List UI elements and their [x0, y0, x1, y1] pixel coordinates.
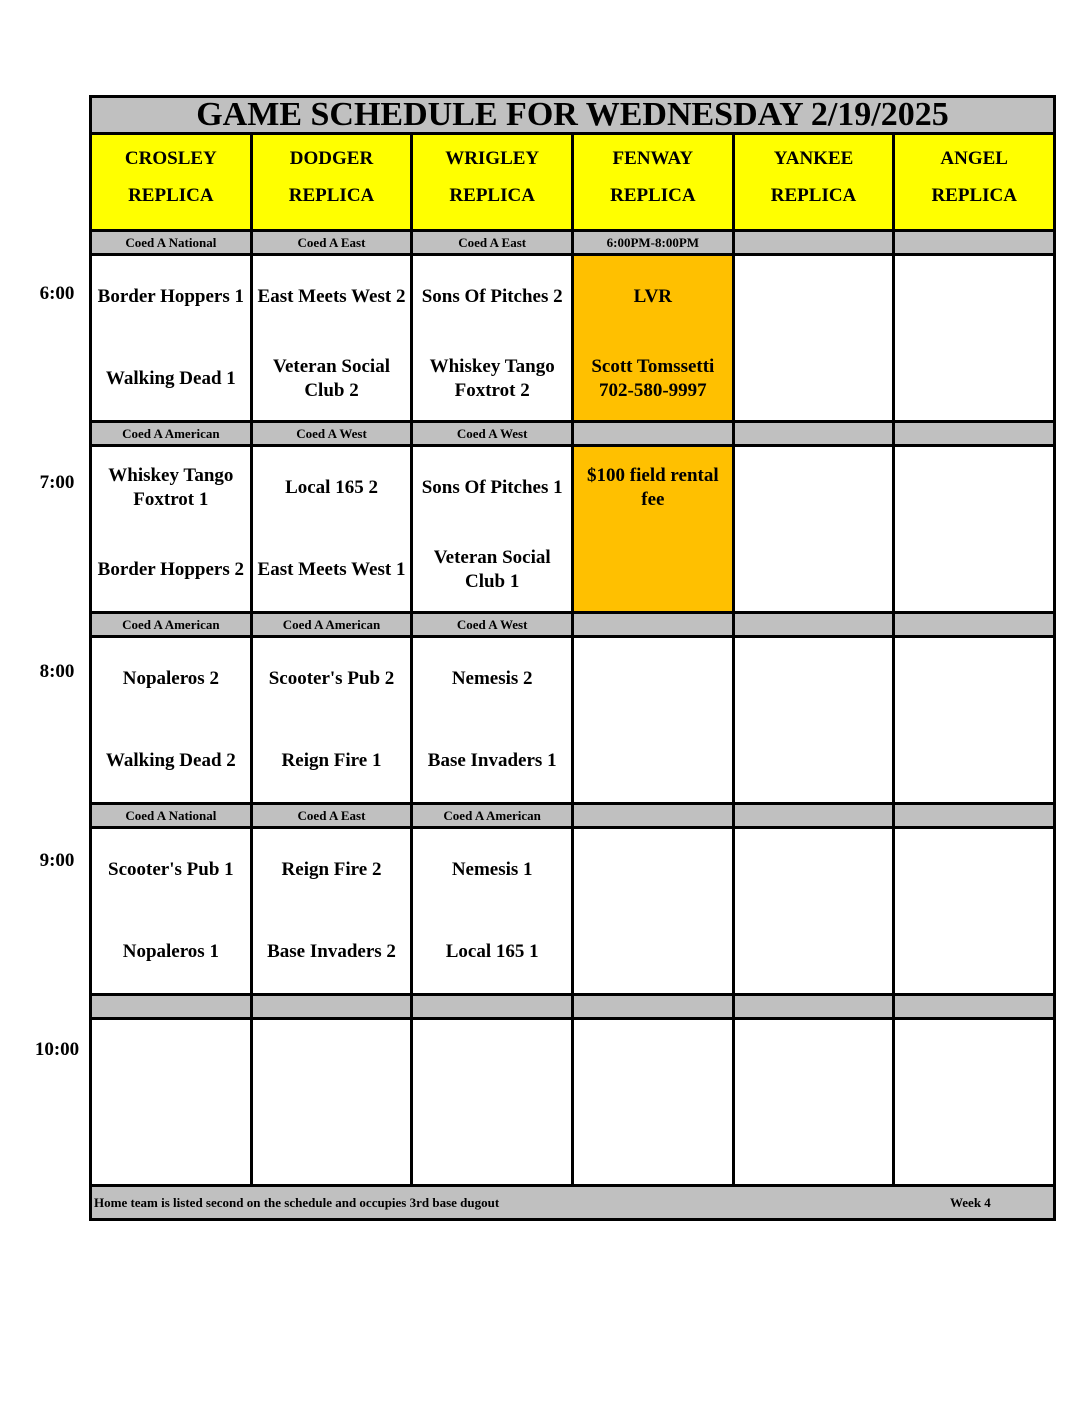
visitor-team: East Meets West 2: [257, 286, 406, 307]
week-label: Week 4: [950, 1195, 991, 1210]
game-slot: [413, 829, 574, 993]
visitor-team: Scooter's Pub 1: [108, 859, 234, 880]
game-slot: [413, 256, 574, 420]
home-team: [895, 1102, 1053, 1184]
division-label: [413, 996, 574, 1017]
home-team: East Meets West 1: [257, 559, 406, 580]
home-team: Border Hoppers 2: [97, 559, 245, 580]
visitor-team: Nemesis 1: [451, 859, 533, 880]
division-label: [895, 805, 1053, 826]
home-team: Reign Fire 1: [281, 750, 382, 771]
visitor-team: [574, 638, 732, 720]
game-slot: [253, 829, 414, 993]
division-label: [574, 805, 735, 826]
visitor-team: [574, 829, 732, 911]
game-slot: [92, 1020, 253, 1184]
field-name: CROSLEY: [124, 148, 217, 169]
field-subtitle: REPLICA: [449, 185, 535, 206]
time-label-9: 9:00: [39, 850, 75, 871]
game-slot: [895, 638, 1053, 802]
game-slot: [895, 256, 1053, 420]
visitor-team: [413, 1020, 571, 1102]
rental-fee: $100 field rental fee: [587, 465, 719, 510]
field-name: ANGEL: [940, 148, 1008, 169]
game-slot: [895, 447, 1053, 611]
division-label: Coed A West: [413, 423, 574, 444]
field-rental-slot: [574, 256, 735, 420]
home-team: Walking Dead 2: [105, 750, 236, 771]
visitor-team: Nemesis 2: [451, 668, 533, 689]
division-label: Coed A American: [92, 423, 253, 444]
home-team: Nopaleros 1: [122, 941, 219, 962]
home-team: [574, 720, 732, 802]
home-team: Whiskey Tango Foxtrot 2: [429, 356, 555, 401]
schedule-table: [89, 95, 1056, 1221]
division-row: [92, 614, 1053, 638]
rental-name: LVR: [633, 286, 673, 307]
visitor-team: Whiskey Tango Foxtrot 1: [108, 465, 234, 510]
time-label-8: 8:00: [39, 661, 75, 682]
home-team: [895, 911, 1053, 993]
game-slot: [92, 256, 253, 420]
visitor-team: [735, 256, 893, 338]
game-slot: [92, 447, 253, 611]
field-name: DODGER: [289, 148, 374, 169]
field-header-dodger: [253, 135, 414, 229]
visitor-team: [735, 447, 893, 529]
home-team: Base Invaders 2: [267, 941, 396, 962]
rental-blank: [574, 529, 732, 611]
visitor-team: Sons Of Pitches 1: [421, 477, 563, 498]
game-slot: [735, 1020, 896, 1184]
division-label: [735, 996, 896, 1017]
division-row: [92, 232, 1053, 256]
division-label: [895, 996, 1053, 1017]
division-label: [895, 423, 1053, 444]
field-rental-slot: [574, 447, 735, 611]
division-label: 6:00PM-8:00PM: [574, 232, 735, 253]
game-slot: [413, 447, 574, 611]
field-subtitle: REPLICA: [770, 185, 857, 206]
field-subtitle: REPLICA: [128, 185, 214, 206]
field-header-row: [92, 135, 1053, 232]
field-subtitle: REPLICA: [288, 185, 375, 206]
visitor-team: [895, 829, 1053, 911]
division-label: [253, 996, 414, 1017]
visitor-team: [574, 1020, 732, 1102]
game-slot: [574, 829, 735, 993]
game-row: [92, 1020, 1053, 1187]
game-slot: [253, 638, 414, 802]
home-team: [735, 338, 893, 420]
visitor-team: Sons Of Pitches 2: [421, 286, 563, 307]
division-label: Coed A East: [253, 805, 414, 826]
home-team: Walking Dead 1: [105, 368, 236, 389]
field-header-fenway: [574, 135, 735, 229]
division-label: [574, 614, 735, 635]
home-team: [253, 1102, 411, 1184]
visitor-team: [735, 1020, 893, 1102]
home-team: [735, 911, 893, 993]
home-team: [92, 1102, 250, 1184]
field-name: WRIGLEY: [445, 148, 540, 169]
division-label: Coed A American: [92, 614, 253, 635]
game-slot: [574, 1020, 735, 1184]
game-slot: [735, 638, 896, 802]
home-team: [574, 911, 732, 993]
field-header-angel: [895, 135, 1053, 229]
field-subtitle: REPLICA: [610, 185, 696, 206]
home-team: Local 165 1: [445, 941, 539, 962]
visitor-team: Local 165 2: [285, 477, 378, 498]
home-team-note: Home team is listed second on the schedule and occupies 3rd base dugout: [94, 1195, 500, 1210]
game-slot: [413, 638, 574, 802]
division-label: [574, 423, 735, 444]
game-row: [92, 638, 1053, 805]
home-team: [895, 720, 1053, 802]
time-label-6: 6:00: [39, 283, 75, 304]
game-slot: [413, 1020, 574, 1184]
game-slot: [253, 1020, 414, 1184]
home-team: [574, 1102, 732, 1184]
visitor-team: [92, 1020, 250, 1102]
footer-row: [92, 1187, 1053, 1218]
division-label: [735, 232, 896, 253]
time-label-10: 10:00: [34, 1039, 80, 1060]
visitor-team: [895, 256, 1053, 338]
division-label: [92, 996, 253, 1017]
home-team: Veteran Social Club 2: [273, 356, 390, 401]
division-label: [574, 996, 735, 1017]
visitor-team: [253, 1020, 411, 1102]
visitor-team: Border Hoppers 1: [97, 286, 245, 307]
division-label: Coed A National: [92, 232, 253, 253]
visitor-team: [895, 638, 1053, 720]
game-row: [92, 256, 1053, 423]
home-team: [735, 1102, 893, 1184]
division-label: [735, 614, 896, 635]
field-header-wrigley: [413, 135, 574, 229]
field-subtitle: REPLICA: [931, 185, 1017, 206]
game-slot: [253, 447, 414, 611]
division-label: [735, 805, 896, 826]
game-slot: [895, 829, 1053, 993]
rental-contact: Scott Tomssetti 702-580-9997: [591, 356, 715, 401]
field-header-crosley: [92, 135, 253, 229]
home-team: [735, 720, 893, 802]
division-label: Coed A West: [413, 614, 574, 635]
division-label: [895, 614, 1053, 635]
time-label-7: 7:00: [39, 472, 75, 493]
visitor-team: Nopaleros 2: [122, 668, 219, 689]
visitor-team: [735, 829, 893, 911]
home-team: Veteran Social Club 1: [433, 547, 551, 592]
game-slot: [735, 447, 896, 611]
division-row: [92, 423, 1053, 447]
division-label: [735, 423, 896, 444]
game-slot: [735, 256, 896, 420]
division-label: Coed A National: [92, 805, 253, 826]
visitor-team: Scooter's Pub 2: [268, 668, 395, 689]
division-row: [92, 996, 1053, 1020]
division-label: Coed A East: [253, 232, 414, 253]
game-row: [92, 829, 1053, 996]
division-label: Coed A East: [413, 232, 574, 253]
game-slot: [895, 1020, 1053, 1184]
division-label: Coed A American: [413, 805, 574, 826]
division-label: Coed A American: [253, 614, 414, 635]
visitor-team: [895, 1020, 1053, 1102]
home-team: [735, 529, 893, 611]
game-slot: [92, 638, 253, 802]
field-header-yankee: [735, 135, 896, 229]
home-team: [413, 1102, 571, 1184]
field-name: YANKEE: [773, 148, 854, 169]
game-slot: [253, 256, 414, 420]
home-team: [895, 529, 1053, 611]
division-label: [895, 232, 1053, 253]
home-team: [895, 338, 1053, 420]
home-team: Base Invaders 1: [427, 750, 557, 771]
visitor-team: [735, 638, 893, 720]
schedule-title: GAME SCHEDULE FOR WEDNESDAY 2/19/2025: [92, 98, 1053, 135]
game-slot: [92, 829, 253, 993]
division-label: Coed A West: [253, 423, 414, 444]
field-name: FENWAY: [612, 148, 694, 169]
visitor-team: Reign Fire 2: [281, 859, 382, 880]
game-row: [92, 447, 1053, 614]
game-slot: [574, 638, 735, 802]
visitor-team: [895, 447, 1053, 529]
game-slot: [735, 829, 896, 993]
division-row: [92, 805, 1053, 829]
